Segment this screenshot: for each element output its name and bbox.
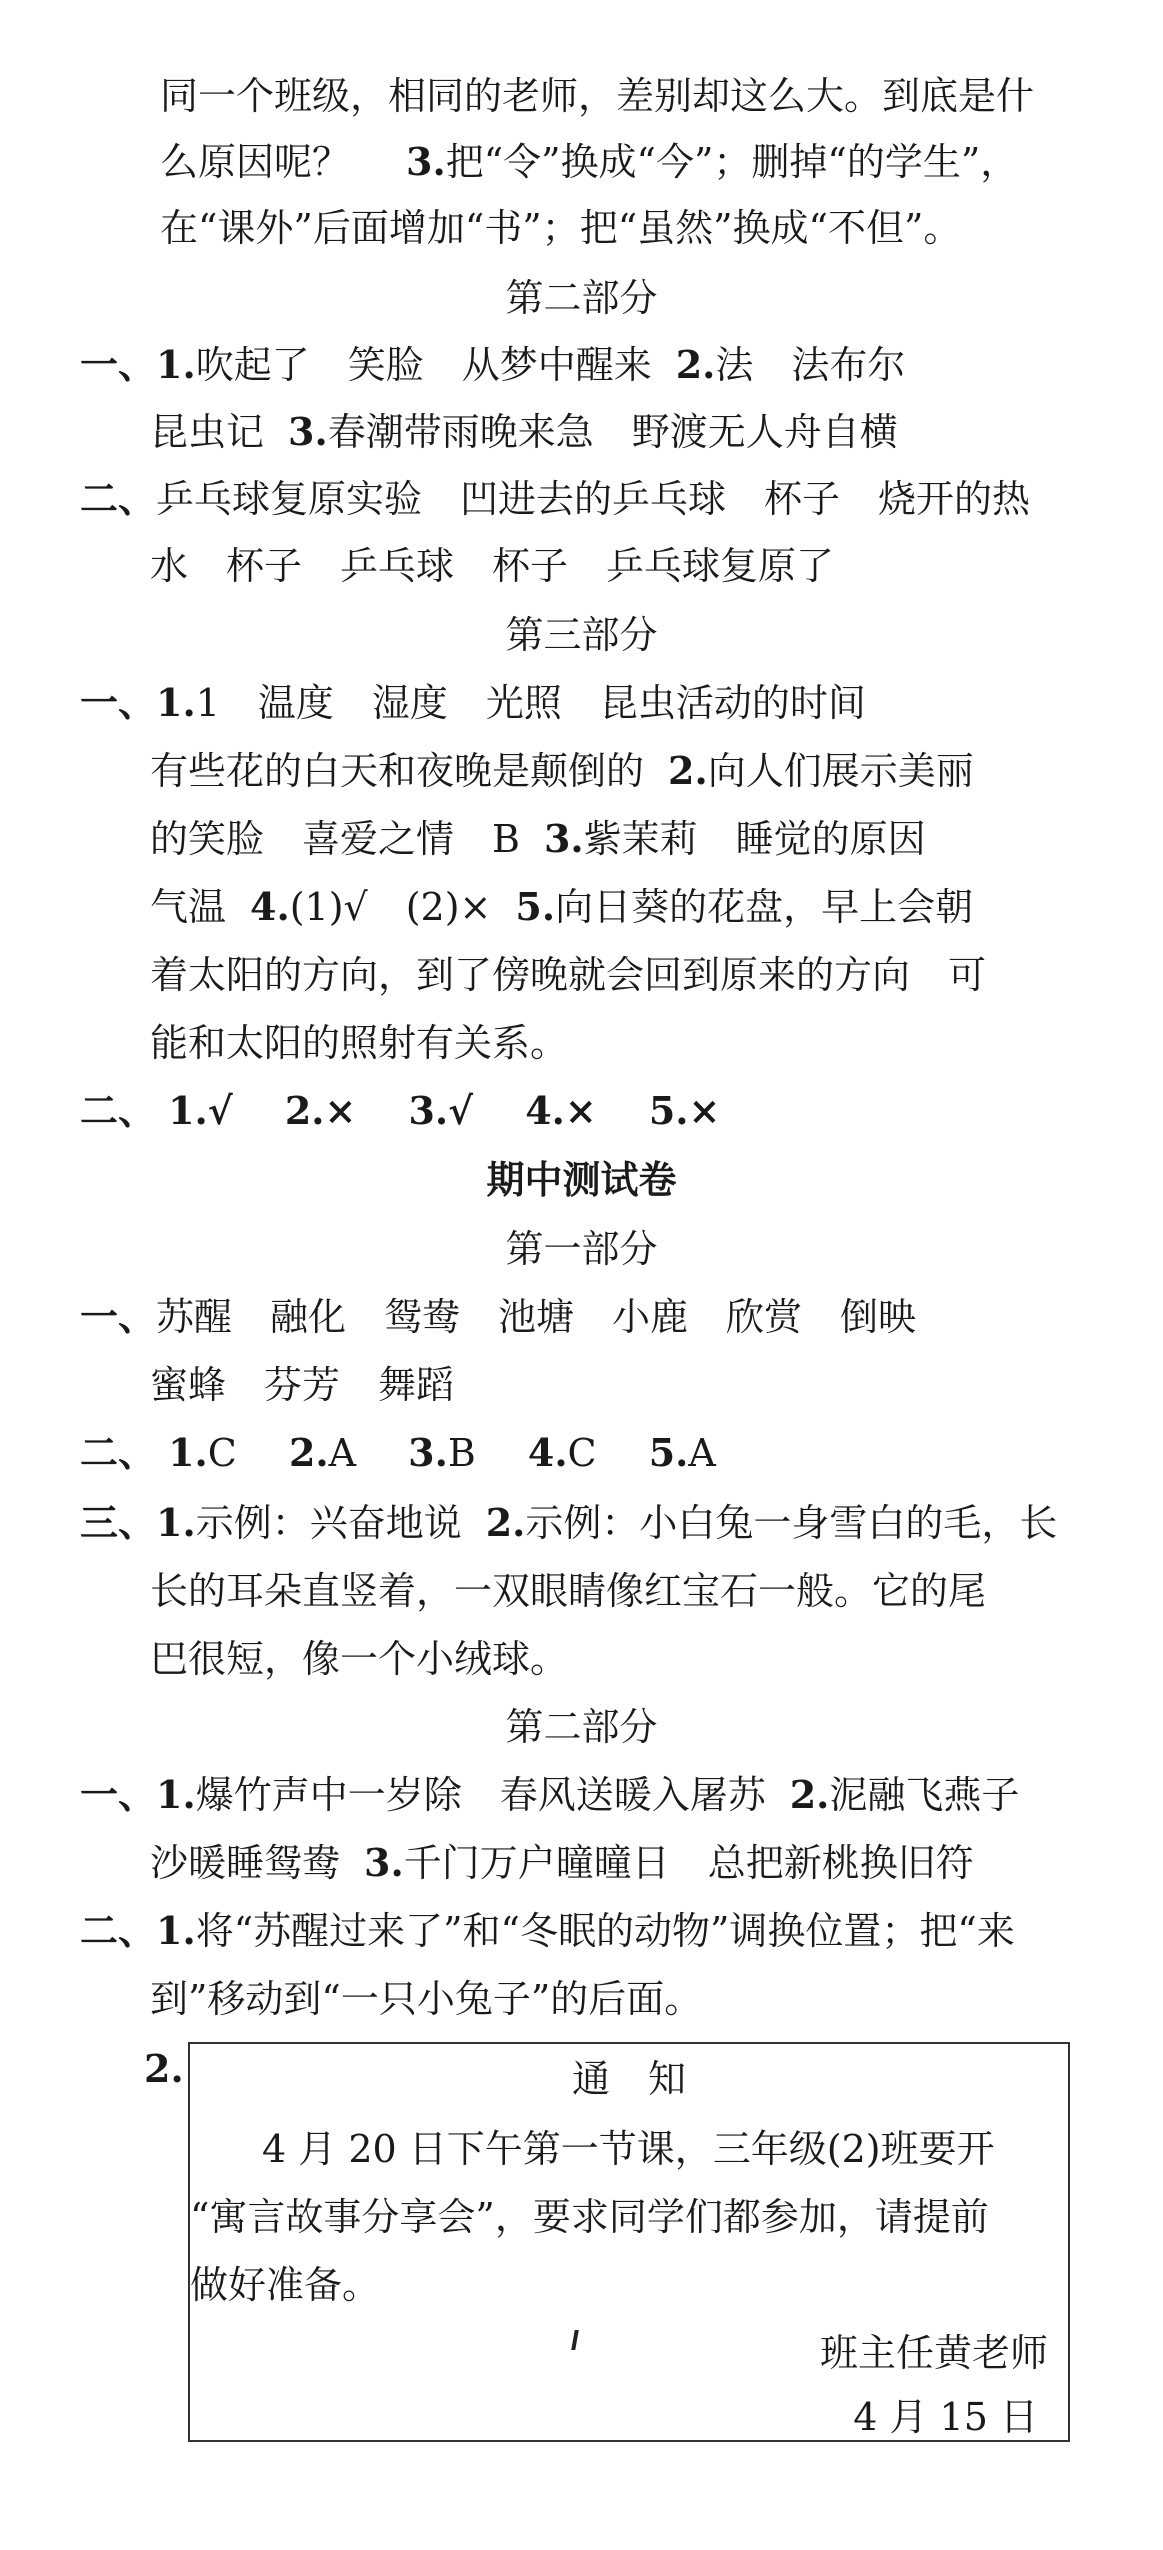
answer-text: 苏醒 融化 鸳鸯 池塘 小鹿 欣赏 倒映 xyxy=(156,1295,917,1339)
answer-text: 向人们展示美丽 xyxy=(707,749,974,793)
answer-text: 紫茉莉 睡觉的原因 xyxy=(583,817,926,861)
answer-text: 同一个班级，相同的老师，差别却这么大。到底是什 xyxy=(160,74,1035,118)
answer-choice: B xyxy=(447,1431,476,1475)
answer-text: 春潮带雨晚来急 野渡无人舟自横 xyxy=(327,410,898,454)
question-line xyxy=(80,1294,916,1362)
question-number: 1. xyxy=(168,1088,208,1133)
question-number: 5. xyxy=(648,1088,689,1133)
question-number: 1. xyxy=(156,342,196,387)
question-number: 1. xyxy=(168,1430,208,1475)
text-line xyxy=(150,748,974,816)
answer-text: 示例：兴奋地说 xyxy=(195,1501,462,1545)
answer-text: 在“课外”后面增加“书”；把“虽然”换成“不但”。 xyxy=(160,206,962,250)
answer-text: 着太阳的方向，到了傍晚就会回到原来的方向 可 xyxy=(150,953,987,997)
answer-choice: A xyxy=(328,1431,357,1475)
answer-text: 巴很短，像一个小绒球。 xyxy=(150,1637,569,1681)
text-line xyxy=(160,139,1018,207)
answer-text: 能和太阳的照射有关系。 xyxy=(150,1021,569,1065)
question-line xyxy=(80,680,866,748)
text-line xyxy=(160,73,1034,141)
answer-text: 向日葵的花盘，早上会朝 xyxy=(555,885,974,929)
answer-text: (1)√ (2)× xyxy=(289,885,492,929)
section-marker: 一、 xyxy=(80,1294,157,1339)
question-line xyxy=(80,476,1030,544)
answer-text: 乒乓球复原实验 凹进去的乒乓球 杯子 烧开的热 xyxy=(156,477,1031,521)
question-number: 2. xyxy=(789,1772,830,1817)
section-marker: 三、 xyxy=(80,1500,157,1545)
answer-text: 千门万户曈曈日 总把新桃换旧符 xyxy=(403,1841,974,1885)
notice-body-line: 做好准备。 xyxy=(190,2263,381,2307)
question-number: 2. xyxy=(144,2046,184,2091)
section-marker: 一、 xyxy=(80,1772,157,1817)
answer-text: 示例：小白兔一身雪白的毛，长 xyxy=(525,1501,1058,1545)
notice-date: 4 月 15 日 xyxy=(853,2395,1038,2439)
answer-mark: × xyxy=(688,1088,721,1133)
question-number: 3. xyxy=(543,816,584,861)
answer-text: 昆虫记 xyxy=(150,410,265,454)
section-marker: 二、 xyxy=(80,476,157,521)
question-number: 3. xyxy=(408,1430,448,1475)
text-line xyxy=(150,816,926,884)
text-line xyxy=(150,1636,568,1704)
question-number: 1. xyxy=(156,1500,196,1545)
answer-text: 长的耳朵直竖着，一双眼睛像红宝石一般。它的尾 xyxy=(150,1569,987,1613)
answer-text: 泥融飞燕子 xyxy=(829,1773,1020,1817)
answer-text: 沙暖睡鸳鸯 xyxy=(150,1841,341,1885)
answer-text: 1 温度 湿度 光照 昆虫活动的时间 xyxy=(195,681,866,725)
answer-text: 爆竹声中一岁除 春风送暖入屠苏 xyxy=(195,1773,766,1817)
answer-text: 蜜蜂 芬芳 舞蹈 xyxy=(150,1363,455,1407)
text-line xyxy=(150,543,834,611)
answer-choice: C xyxy=(207,1431,237,1475)
question-number: 2. xyxy=(675,342,716,387)
notice-box xyxy=(188,2042,1070,2442)
answer-text: 到”移动到“一只小兔子”的后面。 xyxy=(150,1977,703,2021)
answer-text: 把“令”换成“今”；删掉“的学生”， xyxy=(445,140,1019,184)
section-marker: 二、 xyxy=(80,1088,157,1133)
question-number: 3. xyxy=(408,1088,449,1133)
question-number: 5. xyxy=(515,884,556,929)
question-line xyxy=(80,1088,720,1156)
question-number: 5. xyxy=(648,1430,689,1475)
text-line xyxy=(150,1976,702,2044)
question-number: 3. xyxy=(406,139,446,184)
text-line xyxy=(150,1020,568,1088)
notice-title: 通 知 xyxy=(571,2057,686,2101)
answer-mark: √ xyxy=(207,1088,233,1133)
exam-title: 期中测试卷 xyxy=(486,1158,677,1202)
question-line xyxy=(80,1772,1019,1840)
question-number: 1. xyxy=(156,1772,196,1817)
notice-body-line: 4 月 20 日下午第一节课，三年级(2)班要开 xyxy=(262,2127,995,2171)
question-line xyxy=(80,1908,1015,1976)
question-number: 2. xyxy=(485,1500,526,1545)
question-number: 1. xyxy=(156,1908,196,1953)
notice-signer: 班主任黄老师 xyxy=(819,2331,1048,2375)
text-line xyxy=(150,952,986,1020)
answer-text: 吹起了 笑脸 从梦中醒来 xyxy=(195,343,652,387)
notice-body-line: “寓言故事分享会”，要求同学们都参加，请提前 xyxy=(190,2195,989,2239)
answer-text: 的笑脸 喜爱之情 B xyxy=(150,817,520,861)
answer-text: 有些花的白天和夜晚是颠倒的 xyxy=(150,749,645,793)
question-line xyxy=(144,2046,184,2114)
question-number: 2. xyxy=(668,748,708,793)
question-line xyxy=(80,1430,716,1498)
answer-text: 将“苏醒过来了”和“冬眠的动物”调换位置；把“来 xyxy=(195,1909,1015,1953)
question-number: 4. xyxy=(527,1430,568,1475)
question-line xyxy=(80,1500,1057,1568)
answer-mark: × xyxy=(564,1088,597,1133)
question-number: 2. xyxy=(284,1088,325,1133)
answer-choice: C xyxy=(567,1431,597,1475)
question-line xyxy=(80,342,905,410)
answer-text: 水 杯子 乒乓球 杯子 乒乓球复原了 xyxy=(150,544,835,588)
text-line xyxy=(150,1840,974,1908)
text-line xyxy=(160,205,961,273)
section-heading: 第一部分 xyxy=(505,1227,658,1271)
answer-text: 么原因呢？ xyxy=(160,140,351,184)
question-number: 1. xyxy=(156,680,196,725)
question-number: 3. xyxy=(288,409,328,454)
answer-choice: A xyxy=(688,1431,716,1475)
section-heading: 第二部分 xyxy=(505,276,658,320)
text-line xyxy=(150,409,898,477)
question-number: 3. xyxy=(364,1840,404,1885)
question-number: 4. xyxy=(250,884,290,929)
section-marker: 二、 xyxy=(80,1430,157,1475)
section-marker: 一、 xyxy=(80,342,157,387)
section-marker: 一、 xyxy=(80,680,157,725)
answer-text: 气温 xyxy=(150,885,227,929)
text-line xyxy=(150,1568,986,1636)
answer-mark: √ xyxy=(448,1088,474,1133)
answer-text: 法 法布尔 xyxy=(715,343,906,387)
answer-mark: × xyxy=(324,1088,357,1133)
text-line xyxy=(150,1362,454,1430)
section-marker: 二、 xyxy=(80,1908,157,1953)
section-heading: 第三部分 xyxy=(505,613,658,657)
question-number: 2. xyxy=(288,1430,329,1475)
section-heading: 第二部分 xyxy=(505,1705,658,1749)
question-number: 4. xyxy=(525,1088,565,1133)
text-line xyxy=(150,884,973,952)
